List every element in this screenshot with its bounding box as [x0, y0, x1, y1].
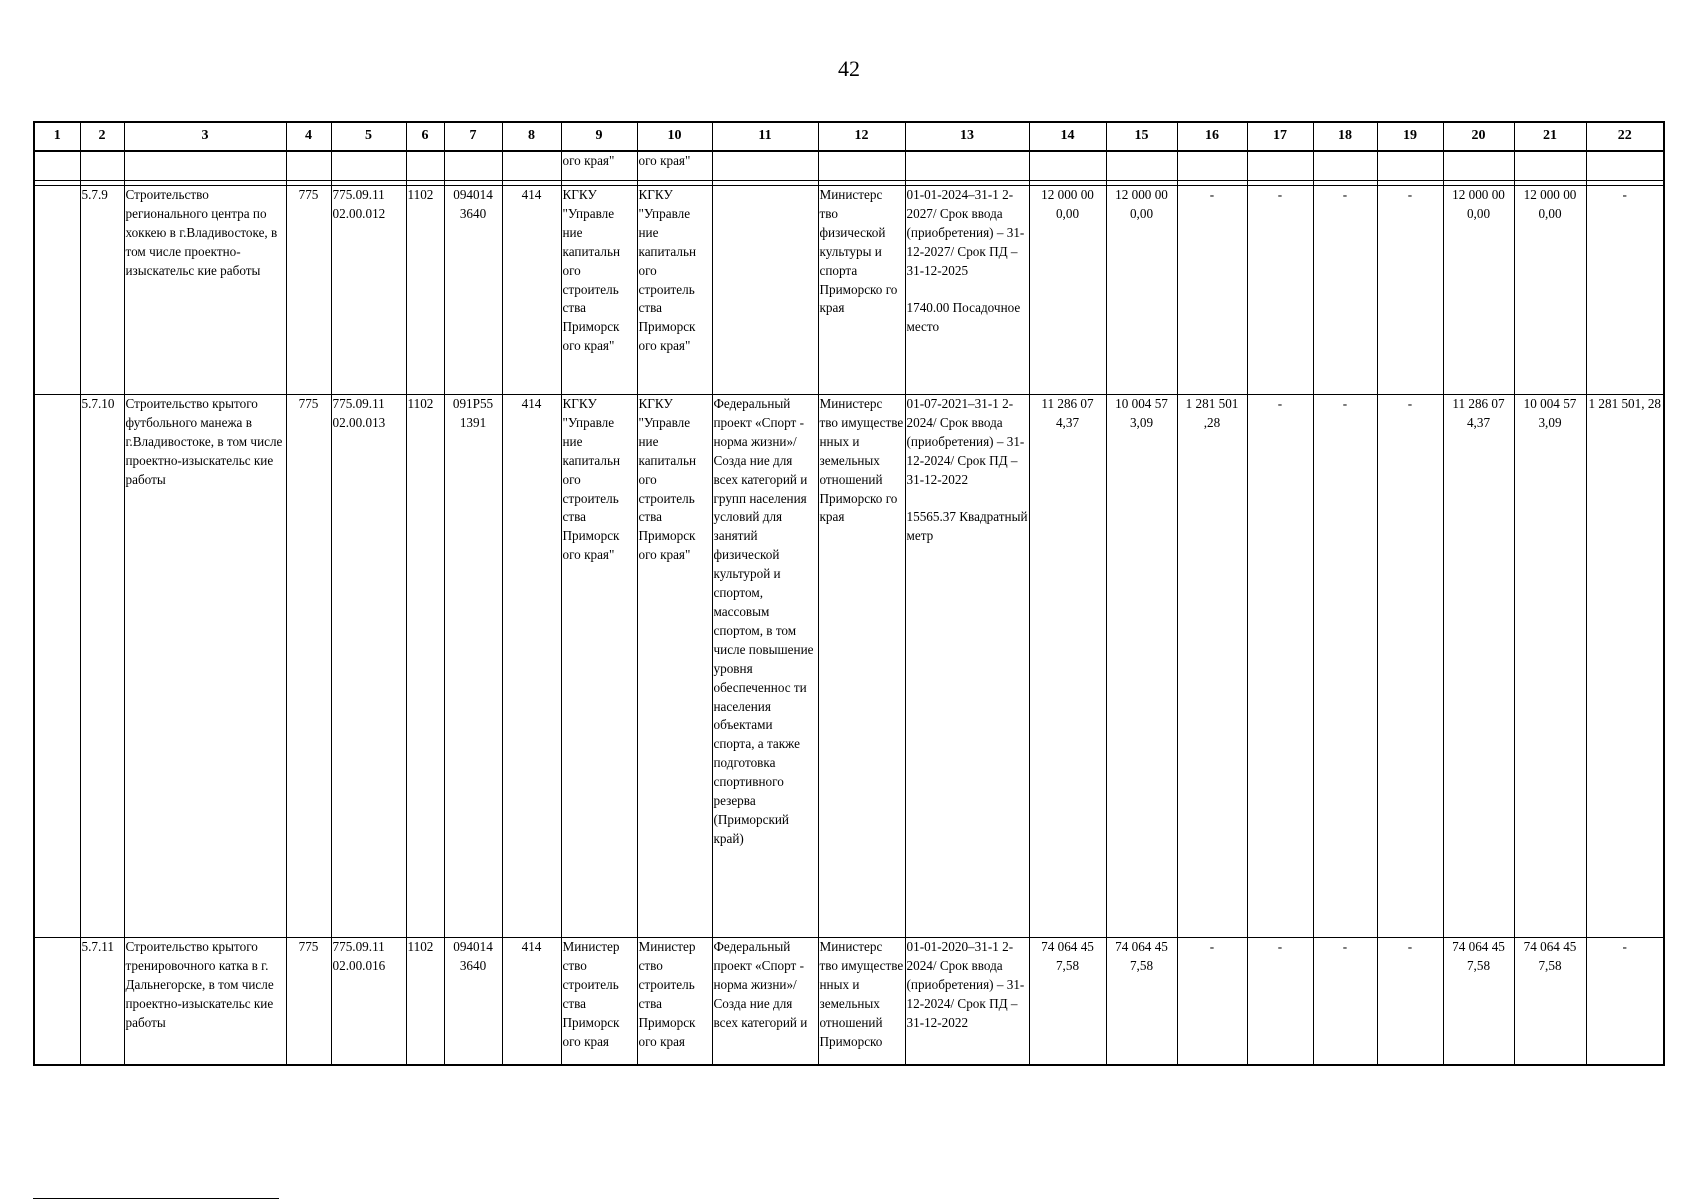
table-cell: 414: [502, 395, 561, 938]
footnote-divider: [33, 1198, 279, 1199]
table-cell: Министерс тво имуществе нных и земельных отношений Приморско го края: [818, 395, 905, 938]
table-cell: [712, 186, 818, 395]
table-cell: КГКУ "Управле ние капитальн ого строитель ства Приморск ого края": [561, 186, 637, 395]
table-cell: Федеральный проект «Спорт - норма жизни»/Созда ние для всех категорий и: [712, 938, 818, 1066]
table-cell: Министерс тво физической культуры и спорта Приморско го края: [818, 186, 905, 395]
column-header: 12: [818, 122, 905, 151]
table-cell: 094014 3640: [444, 938, 502, 1066]
object-name: Строительство крытого тренировочного катка в г. Дальнегорске, в том числе проектно-изыскательс кие работы: [124, 938, 286, 1066]
column-header: 13: [905, 122, 1029, 151]
table-row: [34, 186, 1664, 395]
table-row: [34, 395, 1664, 938]
column-header: 17: [1247, 122, 1313, 151]
table-cell: -: [1177, 938, 1247, 1066]
table-cell: Министерс тво имуществе нных и земельных отношений Приморско: [818, 938, 905, 1066]
table-cell: 12 000 00 0,00: [1443, 186, 1514, 395]
table-cell: -: [1247, 395, 1313, 938]
table-cell: 775.09.11 02.00.016: [331, 938, 406, 1066]
column-header: 16: [1177, 122, 1247, 151]
table-cell: 01-01-2024–31-1 2-2027/ Срок ввода (приобретения) – 31-12-2027/ Срок ПД – 31-12-2025 1740.00 Посадочное место: [905, 186, 1029, 395]
table-cell: 775: [286, 395, 331, 938]
table-cell: 74 064 45 7,58: [1443, 938, 1514, 1066]
table-cell: -: [1247, 186, 1313, 395]
table-cell: Министер ство строитель ства Приморск ого края: [637, 938, 712, 1066]
table-cell: 1 281 501, 28: [1586, 395, 1664, 938]
table-cell: -: [1313, 938, 1377, 1066]
table-cell: 01-01-2020–31-1 2-2024/ Срок ввода (приобретения) – 31-12-2024/ Срок ПД – 31-12-2022: [905, 938, 1029, 1066]
table-cell: ого края": [561, 151, 637, 181]
table-cell: -: [1313, 186, 1377, 395]
column-header: 1: [34, 122, 80, 151]
row-number: 5.7.10: [80, 395, 124, 938]
table-cell: 12 000 00 0,00: [1514, 186, 1586, 395]
table-cell: 11 286 07 4,37: [1443, 395, 1514, 938]
column-header: 4: [286, 122, 331, 151]
column-header: 7: [444, 122, 502, 151]
table-cell: -: [1377, 938, 1443, 1066]
table-cell: -: [1586, 938, 1664, 1066]
table-cell: Министер ство строитель ства Приморск ого края: [561, 938, 637, 1066]
column-header: 21: [1514, 122, 1586, 151]
table-cell: 1 281 501 ,28: [1177, 395, 1247, 938]
table-cell: 74 064 45 7,58: [1106, 938, 1177, 1066]
table-cell: 74 064 45 7,58: [1029, 938, 1106, 1066]
table-cell: 10 004 57 3,09: [1106, 395, 1177, 938]
column-header: 22: [1586, 122, 1664, 151]
column-number-row: [34, 122, 1664, 151]
object-name: Строительство крытого футбольного манежа в г.Владивостоке, в том числе проектно-изыскательс кие работы: [124, 395, 286, 938]
row-number: 5.7.9: [80, 186, 124, 395]
table-cell: 414: [502, 186, 561, 395]
column-header: 10: [637, 122, 712, 151]
table-cell: 091P55 1391: [444, 395, 502, 938]
row-number: 5.7.11: [80, 938, 124, 1066]
table-cell: -: [1586, 186, 1664, 395]
column-header: 14: [1029, 122, 1106, 151]
page-number: 42: [838, 56, 860, 81]
table-row: [34, 938, 1664, 1066]
column-header: 2: [80, 122, 124, 151]
table-cell: 775.09.11 02.00.012: [331, 186, 406, 395]
table-cell: -: [1177, 186, 1247, 395]
column-header: 5: [331, 122, 406, 151]
table-cell: 10 004 57 3,09: [1514, 395, 1586, 938]
table-cell: -: [1377, 395, 1443, 938]
column-header: 19: [1377, 122, 1443, 151]
continuation-row: [34, 151, 1664, 181]
column-header: 11: [712, 122, 818, 151]
table-cell: 775: [286, 186, 331, 395]
column-header: 9: [561, 122, 637, 151]
table-cell: -: [1247, 938, 1313, 1066]
table-cell: 775.09.11 02.00.013: [331, 395, 406, 938]
table-cell: 775: [286, 938, 331, 1066]
table-cell: 094014 3640: [444, 186, 502, 395]
table-cell: 74 064 45 7,58: [1514, 938, 1586, 1066]
table-cell: 1102: [406, 938, 444, 1066]
object-name: Строительство регионального центра по хоккею в г.Владивостоке, в том числе проектно-изыскательс кие работы: [124, 186, 286, 395]
column-header: 8: [502, 122, 561, 151]
budget-table: [33, 121, 1665, 1066]
column-header: 18: [1313, 122, 1377, 151]
column-header: 20: [1443, 122, 1514, 151]
table-cell: КГКУ "Управле ние капитальн ого строитель ства Приморск ого края": [561, 395, 637, 938]
table-cell: 414: [502, 938, 561, 1066]
table-cell: -: [1313, 395, 1377, 938]
table-cell: КГКУ "Управле ние капитальн ого строитель ства Приморск ого края": [637, 395, 712, 938]
table-cell: 1102: [406, 395, 444, 938]
table-cell: -: [1377, 186, 1443, 395]
column-header: 6: [406, 122, 444, 151]
column-header: 3: [124, 122, 286, 151]
table-cell: ого края": [637, 151, 712, 181]
table-cell: 01-07-2021–31-1 2-2024/ Срок ввода (приобретения) – 31-12-2024/ Срок ПД – 31-12-2022 15565.37 Квадратный метр: [905, 395, 1029, 938]
table-cell: КГКУ "Управле ние капитальн ого строитель ства Приморск ого края": [637, 186, 712, 395]
table-cell: Федеральный проект «Спорт - норма жизни»/Созда ние для всех категорий и групп населения условий для занятий физической культурой и спортом, массовым спортом, в том числе повышение уровня обеспеченнос ти населения объектами спорта, а также подготовка спортивного резерва (Приморский край): [712, 395, 818, 938]
table-cell: 12 000 00 0,00: [1029, 186, 1106, 395]
table-cell: 12 000 00 0,00: [1106, 186, 1177, 395]
table-cell: 1102: [406, 186, 444, 395]
table-cell: 11 286 07 4,37: [1029, 395, 1106, 938]
column-header: 15: [1106, 122, 1177, 151]
